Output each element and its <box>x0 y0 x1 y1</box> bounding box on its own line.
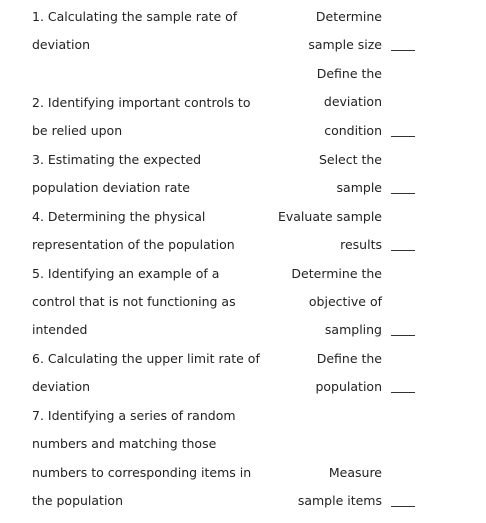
procedure-2-line-1: 2. Identifying important controls to <box>32 95 251 110</box>
step-define-deviation-line-2: deviation <box>323 94 382 109</box>
step-evaluate-results-line-2: results <box>340 237 382 252</box>
procedure-3-line-2: population deviation rate <box>32 180 190 195</box>
step-determine-sample-size-line-1: Determine <box>315 9 382 24</box>
procedure-6-line-1: 6. Calculating the upper limit rate of <box>32 351 260 366</box>
step-measure-items-line-2: sample items <box>297 493 382 508</box>
procedure-7-line-2: numbers and matching those <box>32 436 217 451</box>
step-determine-objective-line-3: sampling <box>324 322 382 337</box>
procedure-1-line-2: deviation <box>32 37 91 52</box>
procedure-5-line-3: intended <box>32 322 88 337</box>
procedure-4-line-1: 4. Determining the physical <box>32 209 206 224</box>
procedure-4-line-2: representation of the population <box>32 237 235 252</box>
answer-blank-determine-objective[interactable] <box>391 335 415 336</box>
step-define-population-line-2: population <box>315 379 382 394</box>
procedure-5-line-1: 5. Identifying an example of a <box>32 266 220 281</box>
step-determine-objective-line-1: Determine the <box>291 266 382 281</box>
procedure-6-line-2: deviation <box>32 379 91 394</box>
answer-blank-evaluate-results[interactable] <box>391 250 415 251</box>
procedure-7-line-1: 7. Identifying a series of random <box>32 408 236 423</box>
procedure-3-line-1: 3. Estimating the expected <box>32 152 202 167</box>
step-define-deviation-line-3: condition <box>324 123 382 138</box>
answer-blank-determine-sample-size[interactable] <box>391 50 415 51</box>
step-measure-items-line-1: Measure <box>328 465 382 480</box>
answer-blank-define-population[interactable] <box>391 392 415 393</box>
step-define-deviation-line-1: Define the <box>316 66 382 81</box>
answer-blank-measure-items[interactable] <box>391 506 415 507</box>
procedure-7-line-3: numbers to corresponding items in <box>32 465 252 480</box>
step-select-sample-line-1: Select the <box>318 152 382 167</box>
answer-blank-define-deviation[interactable] <box>391 136 415 137</box>
step-define-population-line-1: Define the <box>316 351 382 366</box>
step-evaluate-results-line-1: Evaluate sample <box>277 209 382 224</box>
step-determine-sample-size-line-2: sample size <box>308 37 382 52</box>
procedure-5-line-2: control that is not functioning as <box>32 294 236 309</box>
procedure-7-line-4: the population <box>32 493 124 508</box>
procedure-1-line-1: 1. Calculating the sample rate of <box>32 9 238 24</box>
answer-blank-select-sample[interactable] <box>391 193 415 194</box>
step-select-sample-line-2: sample <box>336 180 382 195</box>
step-determine-objective-line-2: objective of <box>308 294 382 309</box>
procedure-2-line-2: be relied upon <box>32 123 123 138</box>
